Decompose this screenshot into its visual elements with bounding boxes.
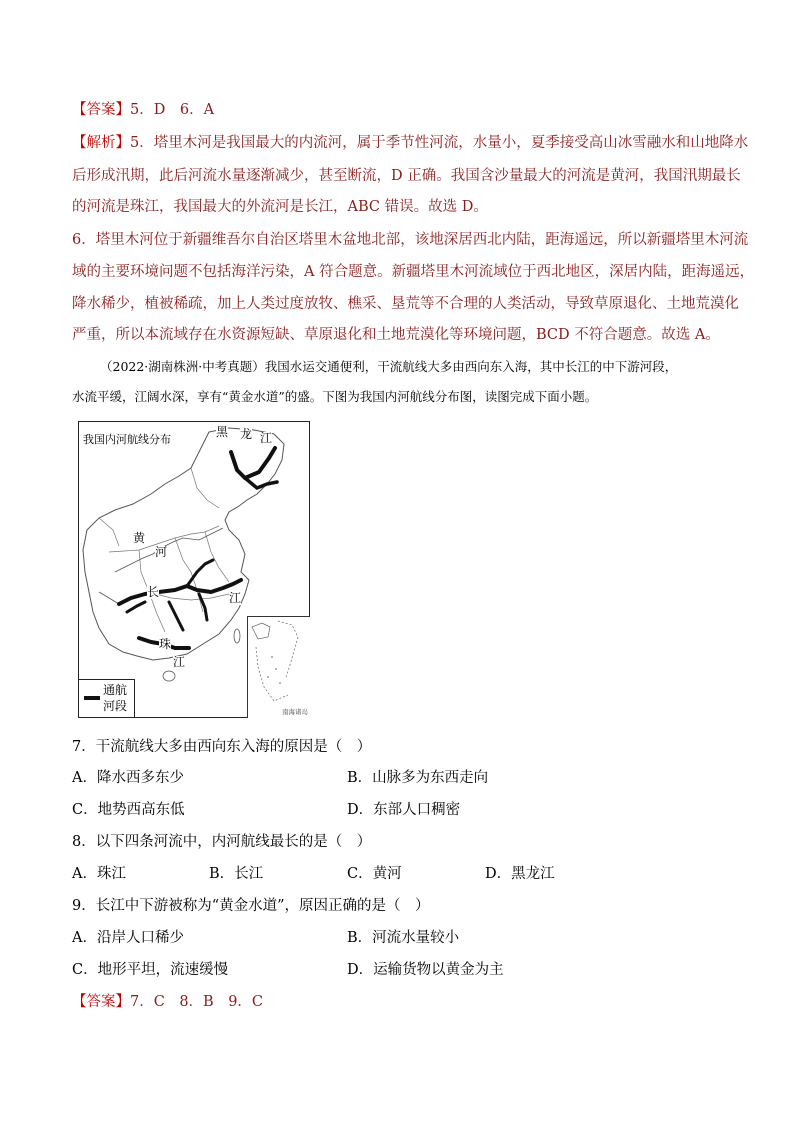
analysis-line-4: 6．塔里木河位于新疆维吾尔自治区塔里木盆地北部，该地深居西北内陆，距海遥远，所以新疆塔里木河流 <box>72 232 749 248</box>
taiwan-island <box>234 629 240 643</box>
songhua-navigable <box>245 478 277 488</box>
label-jiang-heilong: 江 <box>260 431 273 445</box>
q9-stem: 9．长江中下游被称为“黄金水道”，原因正确的是（ ） <box>72 898 430 914</box>
analysis-line-1 <box>72 133 748 153</box>
label-huang: 黄 <box>133 531 146 545</box>
map-legend <box>79 679 135 717</box>
label-long: 龙 <box>240 427 253 441</box>
province-boundary <box>175 538 203 612</box>
analysis-line-7: 严重，所以本流域存在水资源短缺、草原退化和土地荒漠化等环境问题，BCD 不符合题意。故选 A。 <box>72 327 720 343</box>
answer-text: 5．D 6．A <box>130 102 215 118</box>
q9-option-b: B．河流水量较小 <box>347 930 460 946</box>
question-source: （2022·湖南株洲·中考真题） <box>100 359 265 374</box>
q8-stem: 8．以下四条河流中，内河航线最长的是（ ） <box>72 834 372 850</box>
heilongjiang-navigable <box>231 448 275 478</box>
inset-label: 南海诸岛 <box>282 708 308 716</box>
q8-option-d: D．黑龙江 <box>485 866 555 882</box>
analysis-bracket: 【解析】 <box>72 135 130 151</box>
label-jiang-zhu: 江 <box>173 655 186 669</box>
question-intro-line-1 <box>100 357 677 377</box>
answer-line-1 <box>72 100 214 120</box>
south-china-sea-inset <box>247 616 310 718</box>
analysis-line-3: 的河流是珠江，我国最大的外流河是长江，ABC 错误。故选 D。 <box>72 199 488 215</box>
answer-text-2: 7．C 8．B 9．C <box>130 994 264 1010</box>
label-zhu: 珠 <box>159 637 172 651</box>
label-jiang-chang: 江 <box>229 591 242 605</box>
inset-drawing <box>248 617 310 718</box>
legend-label-1: 通航 <box>103 683 128 697</box>
analysis-line-6: 降水稀少，植被稀疏，加上人类过度放牧、樵采、垦荒等不合理的人类活动，导致草原退化、土地荒漠化 <box>72 296 739 312</box>
province-boundary <box>99 518 119 546</box>
q8-option-a: A．珠江 <box>72 866 126 882</box>
answer-bracket-2: 【答案】 <box>72 994 130 1010</box>
q8-option-c: C．黄河 <box>347 866 402 882</box>
province-boundary <box>191 468 219 508</box>
q7-option-a: A．降水西多东少 <box>72 770 184 786</box>
inland-waterway-map <box>78 421 310 718</box>
province-boundary <box>205 532 229 582</box>
river-thin <box>99 592 119 604</box>
jialingjiang-navigable <box>127 602 145 612</box>
analysis-line-2: 后形成汛期，此后河流水量逐渐减少，甚至断流，D 正确。我国含沙量最大的河流是黄河，我国汛期最长 <box>72 168 741 184</box>
q7-option-b: B．山脉多为东西走向 <box>347 770 489 786</box>
answer-bracket: 【答案】 <box>72 102 130 118</box>
q7-option-d: D．东部人口稠密 <box>347 802 461 818</box>
q8-option-b: B．长江 <box>209 866 264 882</box>
q7-option-c: C．地势西高东低 <box>72 802 185 818</box>
map-title: 我国内河航线分布 <box>83 433 171 446</box>
q9-option-a: A．沿岸人口稀少 <box>72 930 184 946</box>
answer-line-2 <box>72 992 263 1012</box>
hanjiang-navigable <box>187 560 213 586</box>
label-chang: 长 <box>147 585 160 599</box>
yellow-river-thin <box>115 528 223 572</box>
legend-label-2: 河段 <box>103 699 128 713</box>
legend-swatch <box>84 696 100 700</box>
ganjiang-navigable <box>199 594 207 620</box>
q7-stem: 7．干流航线大多由西向东入海的原因是（ ） <box>72 739 372 755</box>
label-hei: 黑 <box>216 425 229 439</box>
question-intro-text-1: 我国水运交通便利，干流航线大多由西向东入海，其中长江的中下游河段， <box>264 359 678 374</box>
changjiang-navigable <box>119 580 241 604</box>
analysis-line-5: 域的主要环境问题不包括海洋污染，A 符合题意。新疆塔里木河流域位于西北地区，深居内陆，距海遥远， <box>72 264 755 280</box>
xiangjiang-navigable <box>169 602 183 630</box>
analysis-text-1: 5．塔里木河是我国最大的内流河，属于季节性河流，水量小，夏季接受高山冰雪融水和山地降水 <box>130 135 749 151</box>
hainan-island <box>163 671 175 681</box>
q9-option-d: D．运输货物以黄金为主 <box>347 962 504 978</box>
question-intro-line-2: 水流平缓，江阔水深，享有“黄金水道”的盛。下图为我国内河航线分布图，读图完成下面小题。 <box>72 389 598 404</box>
label-he: 河 <box>155 545 168 559</box>
q9-option-c: C．地形平坦，流速缓慢 <box>72 962 229 978</box>
